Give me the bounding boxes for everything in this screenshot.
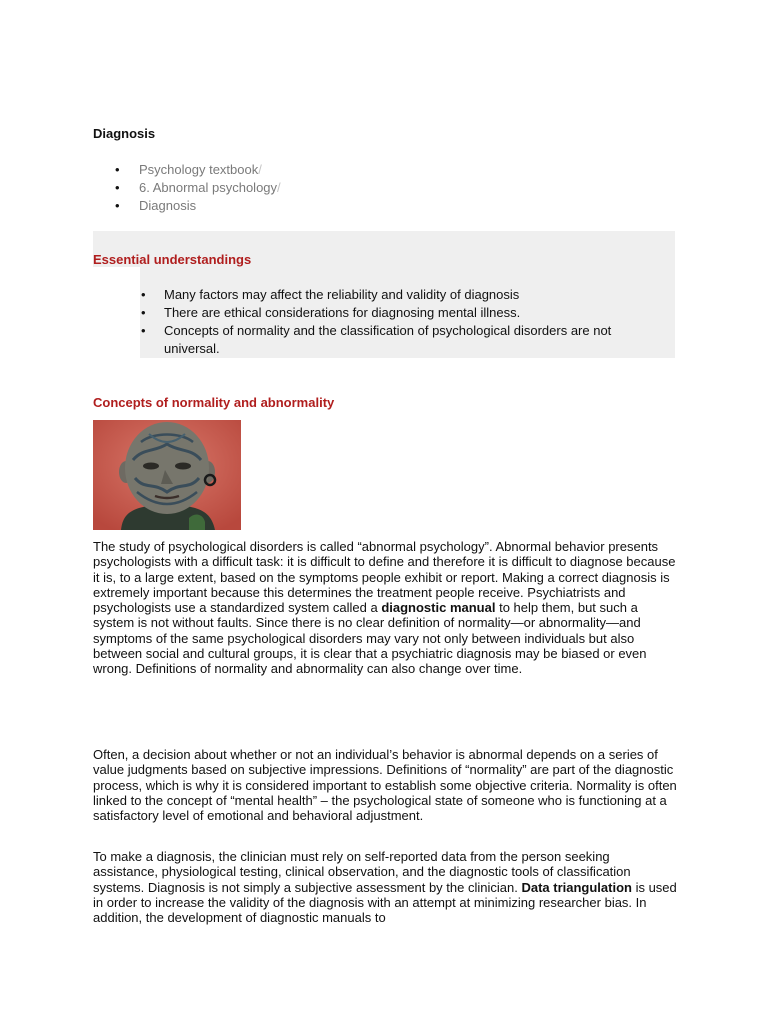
section-heading: Concepts of normality and abnormality	[93, 395, 335, 410]
breadcrumb	[93, 161, 281, 215]
paragraph-text: is used in order to increase the validity of the diagnosis with an attempt at minimizing researcher bias. In addition, the development of diagnostic manuals to	[93, 879, 677, 926]
paragraph-text: to help them, but such a system is not without faults. Since there is no clear definition of normality—or abnormality—and symptoms of the same psychological disorders may vary not only between individuals but also between social and cultural groups, it is clear that a psychiatric diagnosis may be biased or even wrong. Definitions of normality and abnormality can also change over time.	[93, 600, 647, 677]
essential-understandings-heading: Essential understandings	[93, 252, 252, 267]
paragraph-intro	[93, 539, 677, 677]
list-item: • Many factors may affect the reliability and validity of diagnosis	[164, 286, 664, 304]
essential-understandings-box	[93, 231, 675, 358]
paragraph-text: To make a diagnosis, the clinician must rely on self-reported data from the person seeking assistance, physiological testing, clinical observation, and the diagnostic tools of classification systems. Diagnosis is not simply a subjective assessment by the clinician.	[93, 849, 631, 895]
tattooed-face-photo	[93, 420, 241, 530]
breadcrumb-link[interactable]: Diagnosis	[139, 198, 197, 213]
breadcrumb-item-diagnosis[interactable]	[93, 197, 281, 215]
breadcrumb-link[interactable]: 6. Abnormal psychology	[139, 180, 278, 195]
paragraph-text: The study of psychological disorders is called “abnormal psychology”. Abnormal behavior presents psychologists with a difficult task: it is difficult to define and therefore it is difficult to diagnose because it is, to a large extent, based on the symptoms people exhibit or report. Making a correct diagnosis is extremely important because this determines the treatment people receive. Psychiatrists and psychologists use a standardized system called a	[93, 539, 676, 616]
breadcrumb-separator: /	[258, 162, 262, 177]
diagnostic-manual-term: diagnostic manual	[381, 600, 496, 616]
data-triangulation-term: Data triangulation	[521, 879, 632, 895]
box-indent-strip	[93, 267, 140, 358]
paragraph-diagnosis-process	[93, 849, 677, 925]
essential-understandings-list	[164, 286, 664, 358]
breadcrumb-separator: /	[277, 180, 281, 195]
list-item: • Concepts of normality and the classification of psychological disorders are not universal.	[164, 322, 664, 358]
page-title: Diagnosis	[93, 126, 156, 141]
breadcrumb-item-abnormal-psychology[interactable]	[93, 179, 281, 197]
paragraph-normality: Often, a decision about whether or not an individual’s behavior is abnormal depends on a series of value judgments based on subjective impressions. Definitions of “normality” are part of the diagnostic process, which is why it is considered important to establish some objective criteria. Normality is often linked to the concept of “mental health” – the psychological state of someone who is functioning at a satisfactory level of emotional and behavioral adjustment.	[93, 747, 677, 824]
breadcrumb-link[interactable]: Psychology textbook	[139, 162, 259, 177]
list-item: • There are ethical considerations for diagnosing mental illness.	[164, 304, 664, 322]
breadcrumb-item-textbook[interactable]	[93, 161, 281, 179]
